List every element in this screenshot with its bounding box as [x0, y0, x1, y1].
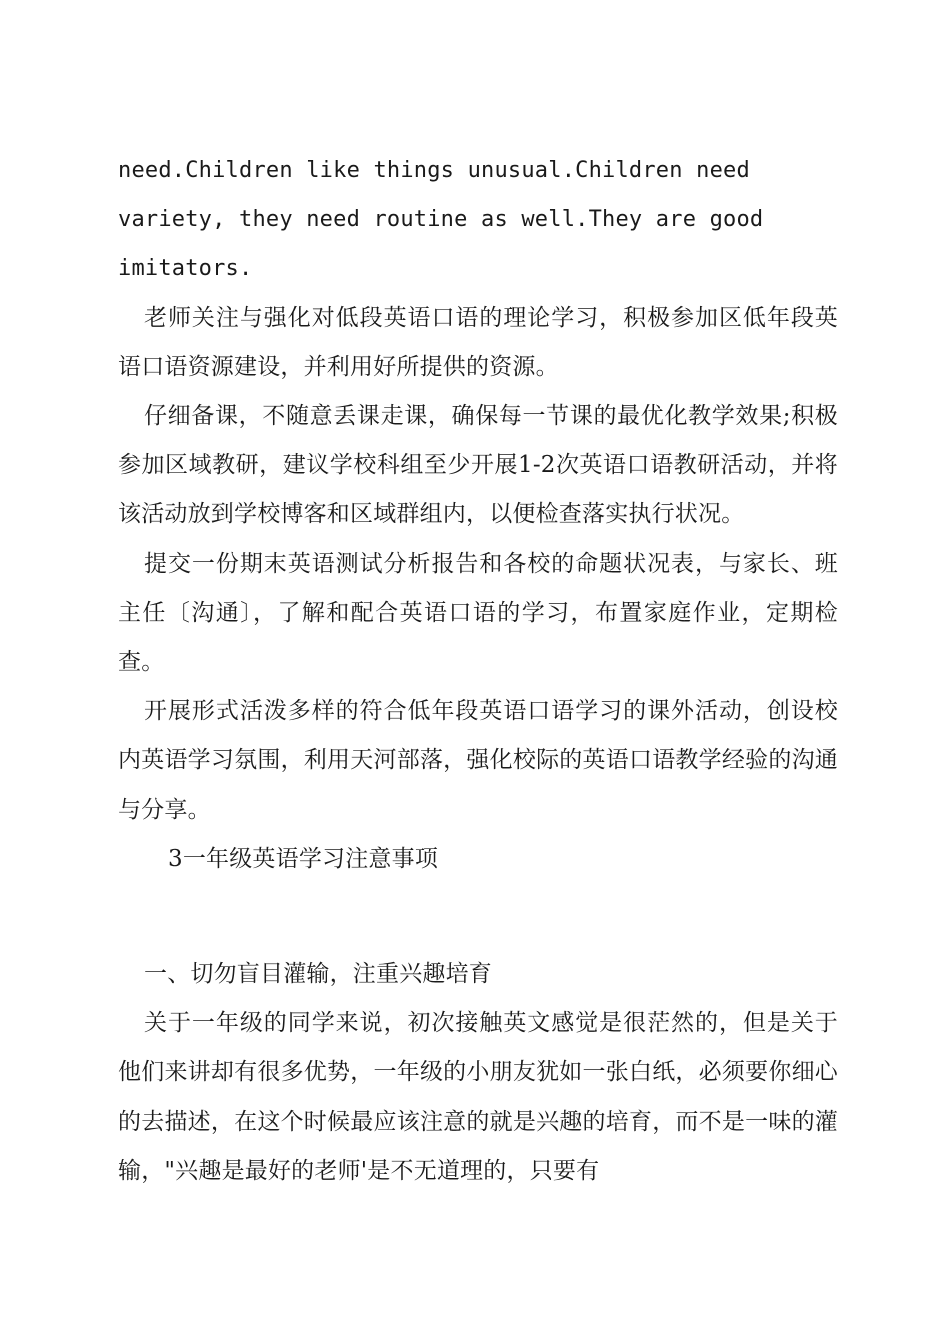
document-body [118, 146, 838, 1196]
english-paragraph: need.Children like things unusual.Children need variety, they need routine as well.They are good imitators. [118, 158, 764, 282]
paragraph-grade-one: 关于一年级的同学来说，初次接触英文感觉是很茫然的，但是关于他们来讲却有很多优势，一年级的小朋友犹如一张白纸，必须要你细心的去描述，在这个时候最应该注意的就是兴趣的培育，而不是一味的灌输，"兴趣是最好的老师'是不无道理的，只要有 [118, 1010, 838, 1184]
paragraph-exam-report: 提交一份期末英语测试分析报告和各校的命题状况表，与家长、班主任〔沟通〕，了解和配合英语口语的学习，布置家庭作业，定期检查。 [118, 550, 838, 676]
paragraph-lesson-prep: 仔细备课，不随意丢课走课，确保每一节课的最优化教学效果;积极参加区域教研，建议学校科组至少开展1-2次英语口语教研活动，并将该活动放到学校博客和区域群组内，以便检查落实执行状况。 [118, 403, 838, 528]
section-heading: 3一年级英语学习注意事项 [168, 845, 439, 872]
section-spacer [118, 884, 838, 950]
subheading: 一、切勿盲目灌输，注重兴趣培育 [144, 961, 492, 988]
paragraph-theory-study: 老师关注与强化对低段英语口语的理论学习，积极参加区低年段英语口语资源建设，并利用好所提供的资源。 [118, 304, 838, 380]
paragraph-activities: 开展形式活泼多样的符合低年段英语口语学习的课外活动，创设校内英语学习氛围，利用天河部落，强化校际的英语口语教学经验的沟通与分享。 [118, 698, 838, 823]
